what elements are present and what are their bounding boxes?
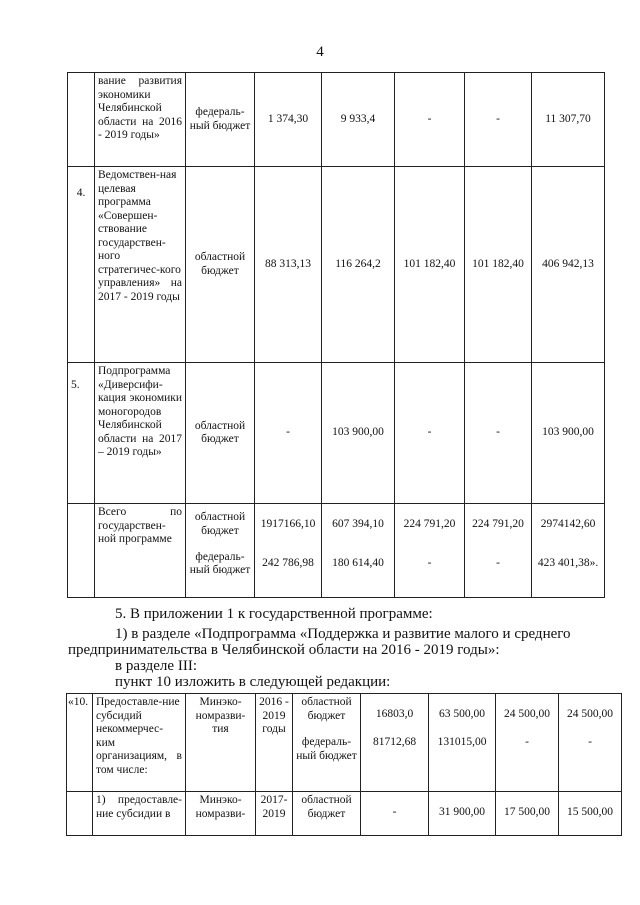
value-cell: 116 264,2	[322, 167, 395, 363]
value-cell: 15 500,00	[559, 792, 622, 836]
paragraph: 1) в разделе «Подпрограмма «Поддержка и развитие малого и среднего	[115, 626, 571, 642]
value-cell: -	[395, 73, 465, 167]
value-cell: -	[427, 557, 432, 570]
table-row	[67, 694, 622, 792]
value-cell: 1 374,30	[255, 73, 322, 167]
value-cell: 406 942,13	[532, 167, 605, 363]
executor: Минэко-номразви-	[186, 792, 256, 836]
value-cell: 88 313,13	[255, 167, 322, 363]
value-cell: 242 786,98	[262, 557, 314, 570]
value-cell: 24 500,00	[567, 708, 613, 720]
program-name: Ведомствен-ная целевая программа «Совершен-ствование государствен-ного стратегичес-кого управления» на 2017 - 2019 годы	[95, 167, 186, 363]
row-number	[67, 792, 93, 836]
value-cell: -	[588, 736, 592, 748]
period: 2017-2019	[256, 792, 293, 836]
value-cell: 607 394,10	[332, 517, 384, 530]
funding-source: федераль-ный бюджет	[186, 73, 255, 167]
value-cell: -	[361, 792, 429, 836]
paragraph: в разделе III:	[115, 658, 197, 674]
row-number: 4.	[68, 167, 95, 363]
value-cell: -	[465, 73, 532, 167]
row-number	[68, 504, 95, 598]
value-cell: -	[255, 363, 322, 504]
period: 2016 - 2019 годы	[256, 694, 293, 792]
value-cell: 103 900,00	[532, 363, 605, 504]
value-cell: -	[496, 557, 500, 570]
budget-table	[67, 72, 605, 598]
value-cell: 101 182,40	[465, 167, 532, 363]
executor: Минэко-номразви-тия	[186, 694, 256, 792]
funding-source: областной бюджет	[194, 511, 246, 537]
value-cell: -	[465, 363, 532, 504]
program-name: Всего по государствен-ной программе	[95, 504, 186, 598]
funding-source: федераль-ный бюджет	[189, 550, 251, 576]
value-cell: 24 500,00	[504, 708, 550, 720]
value-cell: 17 500,00	[496, 792, 559, 836]
row-number	[68, 73, 95, 167]
value-cell: -	[525, 736, 529, 748]
value-cell: 31 900,00	[429, 792, 496, 836]
paragraph: пункт 10 изложить в следующей редакции:	[115, 674, 391, 690]
table-row	[68, 167, 605, 363]
value-cell: -	[395, 363, 465, 504]
funding-source: федераль-ный бюджет	[296, 736, 357, 762]
value-cell: 131015,00	[437, 736, 487, 748]
value-cell: 2974142,60	[540, 517, 596, 530]
funding-source: областной бюджет	[186, 363, 255, 504]
value-cell: 11 307,70	[532, 73, 605, 167]
value-cell: 224 791,20	[403, 517, 456, 530]
value-cell: 63 500,00	[439, 708, 485, 720]
program-name: Подпрограмма «Диверсифи-кация экономики моногородов Челябинской области на 2017 – 2019 годы»	[95, 363, 186, 504]
program-name: 1) предоставле-ние субсидии в	[93, 792, 186, 836]
row-number: 5.	[68, 363, 95, 504]
page-number: 4	[316, 44, 324, 60]
table-row	[68, 363, 605, 504]
paragraph: предпринимательства в Челябинской области на 2016 - 2019 годы»:	[68, 642, 500, 658]
funding-source: областной бюджет	[301, 696, 352, 722]
paragraph: 5. В приложении 1 к государственной программе:	[115, 606, 433, 622]
value-cell: 224 791,20	[472, 517, 524, 530]
value-cell: 81712,68	[372, 736, 417, 748]
value-cell: 1917166,10	[260, 517, 316, 530]
table-row	[67, 792, 622, 836]
value-cell: 423 401,38».	[537, 557, 599, 570]
table-row	[68, 504, 605, 598]
value-cell: 16803,0	[375, 708, 414, 720]
subsidy-table	[66, 693, 622, 836]
value-cell: 103 900,00	[322, 363, 395, 504]
value-cell: 9 933,4	[322, 73, 395, 167]
value-cell: 180 614,40	[332, 557, 384, 570]
program-name: вание развития экономики Челябинской области на 2016 - 2019 годы»	[95, 73, 186, 167]
row-number: «10.	[67, 694, 93, 792]
program-name: Предоставле-ние субсидий некоммерчес-ким организациям, в том числе:	[93, 694, 186, 792]
table-row	[68, 73, 605, 167]
funding-source: областной бюджет	[293, 792, 361, 836]
value-cell: 101 182,40	[395, 167, 465, 363]
funding-source: областной бюджет	[186, 167, 255, 363]
